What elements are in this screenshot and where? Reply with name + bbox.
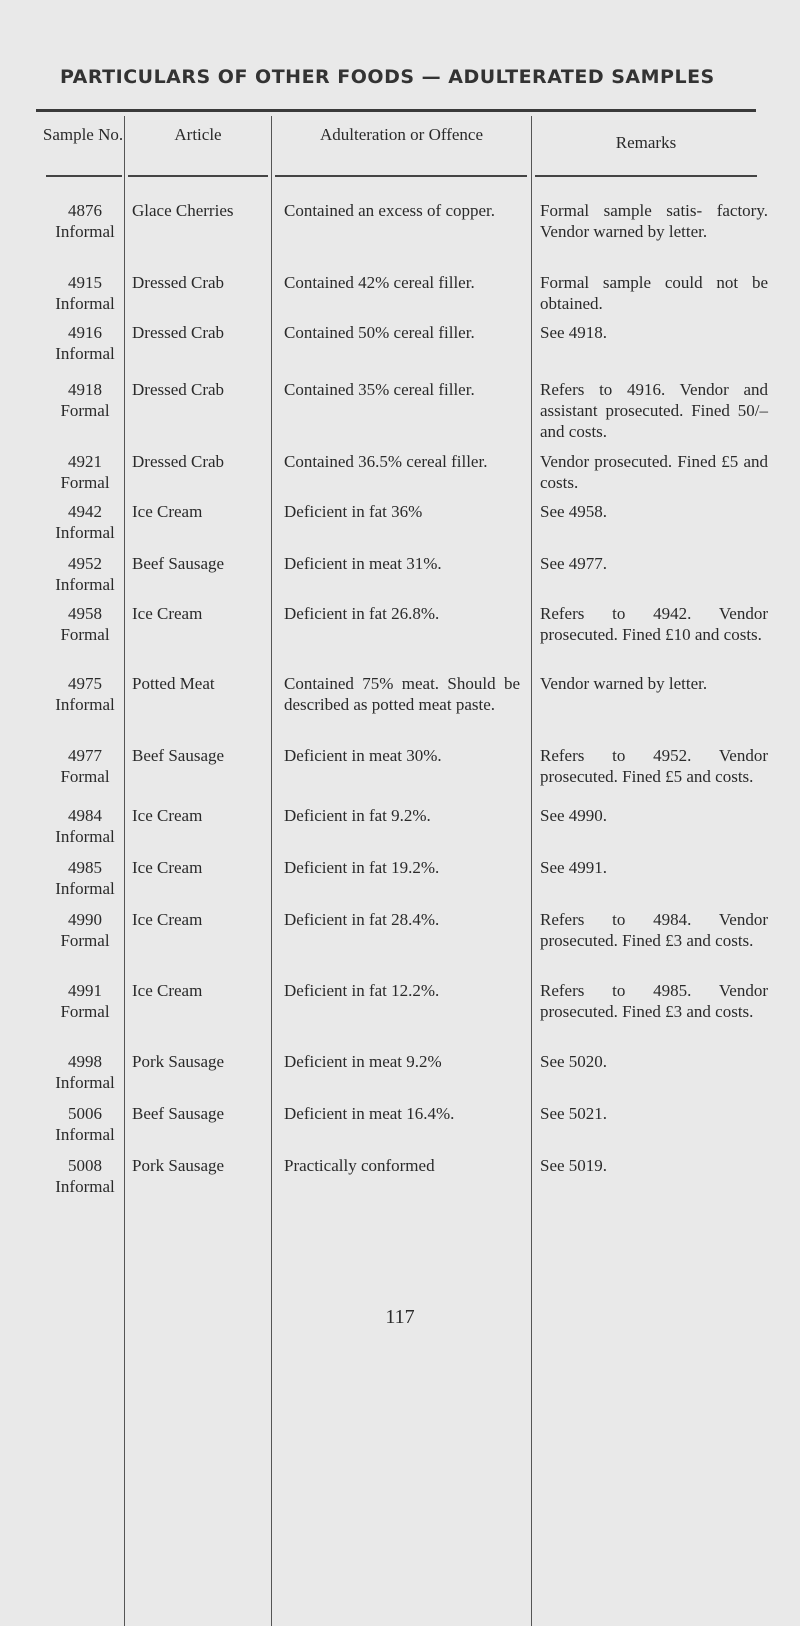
sample-no-cell bbox=[48, 909, 122, 951]
column-divider-2 bbox=[271, 116, 272, 1626]
offence-cell: Deficient in fat 12.2%. bbox=[284, 981, 440, 1000]
sample-number: 4916 bbox=[68, 323, 102, 342]
sample-number: 4985 bbox=[68, 858, 102, 877]
sample-no-cell bbox=[48, 1051, 122, 1093]
remarks-cell: See 5020. bbox=[540, 1052, 608, 1071]
sample-number: 4998 bbox=[68, 1052, 102, 1071]
sample-type: Informal bbox=[55, 222, 115, 241]
sample-no-cell bbox=[48, 272, 122, 314]
sample-no-cell bbox=[48, 553, 122, 595]
offence-cell: Deficient in meat 9.2% bbox=[284, 1052, 442, 1071]
sample-no-cell bbox=[48, 1103, 122, 1145]
sample-number: 4876 bbox=[68, 201, 102, 220]
offence-cell: Deficient in meat 30%. bbox=[284, 746, 442, 765]
remarks-cell: Vendor prosecuted. Fined £5 and costs. bbox=[540, 452, 768, 492]
sample-no-cell bbox=[48, 857, 122, 899]
offence-cell: Contained an excess of copper. bbox=[284, 201, 496, 220]
header-sample-no: Sample No. bbox=[42, 125, 124, 144]
sample-no-cell bbox=[48, 805, 122, 847]
sample-type: Informal bbox=[55, 827, 115, 846]
offence-cell: Deficient in meat 16.4%. bbox=[284, 1104, 455, 1123]
sample-number: 4918 bbox=[68, 380, 102, 399]
header-rule-3 bbox=[275, 175, 527, 177]
remarks-cell: Formal sample could not be obtained. bbox=[540, 273, 768, 313]
sample-no-cell bbox=[48, 745, 122, 787]
sample-type: Informal bbox=[55, 1177, 115, 1196]
offence-cell: Deficient in fat 26.8%. bbox=[284, 604, 440, 623]
sample-number: 5008 bbox=[68, 1156, 102, 1175]
sample-no-cell bbox=[48, 451, 122, 493]
column-divider-1 bbox=[124, 116, 125, 1626]
sample-number: 4990 bbox=[68, 910, 102, 929]
offence-cell: Contained 35% cereal filler. bbox=[284, 380, 475, 399]
sample-no-cell bbox=[48, 379, 122, 421]
header-adulteration: Adulteration or Offence bbox=[319, 125, 483, 144]
remarks-cell: See 4918. bbox=[540, 323, 608, 342]
article-cell: Ice Cream bbox=[132, 858, 203, 877]
remarks-cell: Refers to 4984. Vendor prosecuted. Fined £3 and costs. bbox=[540, 910, 768, 950]
offence-cell: Deficient in fat 36% bbox=[284, 502, 423, 521]
offence-cell: Deficient in fat 9.2%. bbox=[284, 806, 431, 825]
page-title: PARTICULARS OF OTHER FOODS — ADULTERATED SAMPLES bbox=[60, 66, 715, 88]
sample-type: Informal bbox=[55, 523, 115, 542]
remarks-cell: See 4991. bbox=[540, 858, 608, 877]
sample-type: Informal bbox=[55, 575, 115, 594]
header-rule-4 bbox=[535, 175, 757, 177]
top-rule bbox=[36, 109, 756, 112]
sample-type: Informal bbox=[55, 1073, 115, 1092]
sample-number: 4977 bbox=[68, 746, 102, 765]
remarks-cell: Refers to 4952. Vendor prosecuted. Fined £5 and costs. bbox=[540, 746, 768, 786]
sample-type: Informal bbox=[55, 344, 115, 363]
header-article: Article bbox=[174, 125, 222, 144]
sample-type: Formal bbox=[60, 1002, 110, 1021]
article-cell: Beef Sausage bbox=[132, 746, 225, 765]
article-cell: Dressed Crab bbox=[132, 323, 225, 342]
article-cell: Ice Cream bbox=[132, 502, 203, 521]
sample-type: Informal bbox=[55, 695, 115, 714]
sample-number: 4921 bbox=[68, 452, 102, 471]
header-rule-1 bbox=[46, 175, 122, 177]
page-number: 117 bbox=[385, 1306, 415, 1328]
sample-number: 4958 bbox=[68, 604, 102, 623]
article-cell: Ice Cream bbox=[132, 981, 203, 1000]
offence-cell: Contained 42% cereal filler. bbox=[284, 273, 475, 292]
sample-no-cell bbox=[48, 501, 122, 543]
offence-cell: Contained 50% cereal filler. bbox=[284, 323, 475, 342]
sample-no-cell bbox=[48, 673, 122, 715]
sample-number: 5006 bbox=[68, 1104, 102, 1123]
header-rule-2 bbox=[128, 175, 268, 177]
article-cell: Pork Sausage bbox=[132, 1156, 225, 1175]
sample-type: Informal bbox=[55, 879, 115, 898]
sample-number: 4984 bbox=[68, 806, 102, 825]
remarks-cell: See 5019. bbox=[540, 1156, 608, 1175]
article-cell: Glace Cherries bbox=[132, 201, 234, 220]
offence-cell: Deficient in meat 31%. bbox=[284, 554, 442, 573]
sample-type: Informal bbox=[55, 294, 115, 313]
offence-cell: Deficient in fat 19.2%. bbox=[284, 858, 440, 877]
article-cell: Pork Sausage bbox=[132, 1052, 225, 1071]
offence-cell: Contained 75% meat. Should be described as potted meat paste. bbox=[284, 674, 520, 714]
sample-no-cell bbox=[48, 1155, 122, 1197]
sample-no-cell bbox=[48, 200, 122, 242]
remarks-cell: Refers to 4942. Vendor prosecuted. Fined £10 and costs. bbox=[540, 604, 768, 644]
sample-number: 4942 bbox=[68, 502, 102, 521]
sample-number: 4991 bbox=[68, 981, 102, 1000]
offence-cell: Contained 36.5% cereal filler. bbox=[284, 452, 488, 471]
remarks-cell: See 4990. bbox=[540, 806, 608, 825]
offence-cell: Deficient in fat 28.4%. bbox=[284, 910, 440, 929]
remarks-cell: Formal sample satis- factory. Vendor warned by letter. bbox=[540, 201, 768, 241]
article-cell: Dressed Crab bbox=[132, 380, 225, 399]
article-cell: Ice Cream bbox=[132, 806, 203, 825]
remarks-cell: See 4977. bbox=[540, 554, 608, 573]
sample-type: Formal bbox=[60, 767, 110, 786]
column-divider-3 bbox=[531, 116, 532, 1626]
article-cell: Beef Sausage bbox=[132, 554, 225, 573]
article-cell: Potted Meat bbox=[132, 674, 215, 693]
sample-type: Formal bbox=[60, 473, 110, 492]
sample-no-cell bbox=[48, 980, 122, 1022]
sample-type: Informal bbox=[55, 1125, 115, 1144]
sample-type: Formal bbox=[60, 401, 110, 420]
offence-cell: Practically conformed bbox=[284, 1156, 435, 1175]
sample-number: 4952 bbox=[68, 554, 102, 573]
remarks-cell: See 5021. bbox=[540, 1104, 608, 1123]
sample-no-cell bbox=[48, 603, 122, 645]
remarks-cell: See 4958. bbox=[540, 502, 608, 521]
sample-no-cell bbox=[48, 322, 122, 364]
remarks-cell: Vendor warned by letter. bbox=[540, 674, 708, 693]
article-cell: Dressed Crab bbox=[132, 452, 225, 471]
sample-type: Formal bbox=[60, 931, 110, 950]
article-cell: Beef Sausage bbox=[132, 1104, 225, 1123]
article-cell: Ice Cream bbox=[132, 604, 203, 623]
remarks-cell: Refers to 4985. Vendor prosecuted. Fined £3 and costs. bbox=[540, 981, 768, 1021]
header-remarks: Remarks bbox=[615, 133, 677, 152]
remarks-cell: Refers to 4916. Vendor and assistant prosecuted. Fined 50/– and costs. bbox=[540, 380, 768, 441]
article-cell: Dressed Crab bbox=[132, 273, 225, 292]
article-cell: Ice Cream bbox=[132, 910, 203, 929]
sample-number: 4975 bbox=[68, 674, 102, 693]
sample-type: Formal bbox=[60, 625, 110, 644]
sample-number: 4915 bbox=[68, 273, 102, 292]
